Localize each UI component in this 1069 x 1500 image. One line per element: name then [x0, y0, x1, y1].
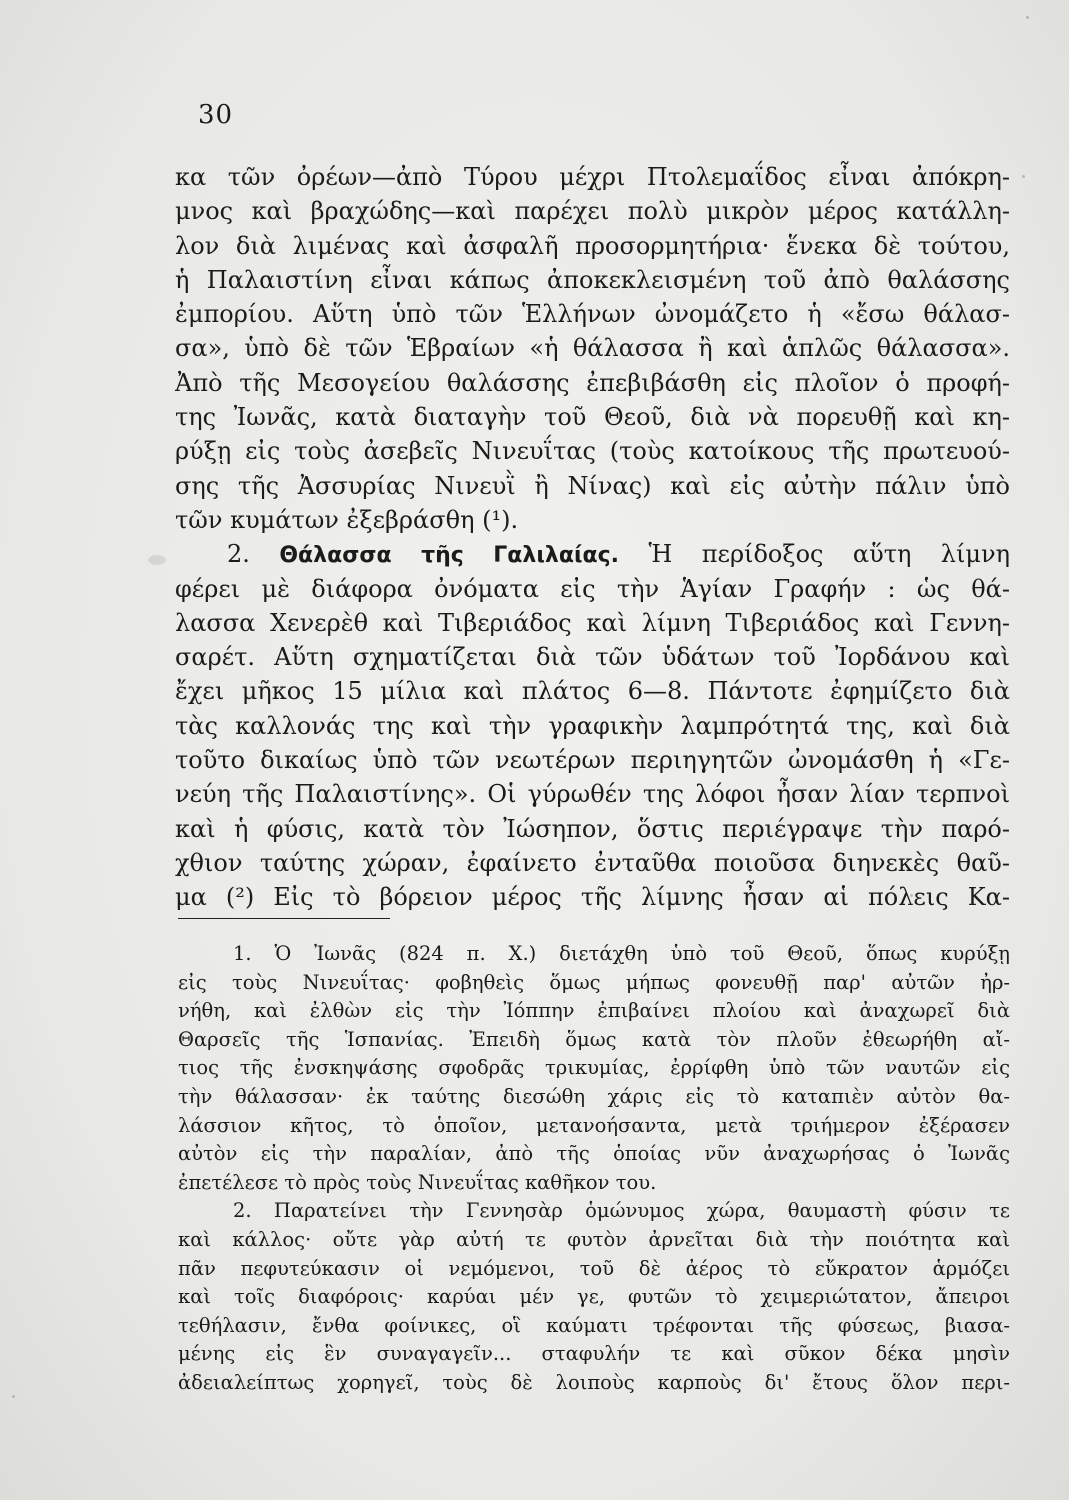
footnote-line: ἐπετέλεσε τὸ πρὸς τοὺς Νινευΐτας καθῆκον του.: [178, 1170, 657, 1194]
text-line: κα τῶν ὀρέων—ἀπὸ Τύρου μέχρι Πτολεμαΐδος εἶναι ἀπόκρη-: [175, 163, 1010, 191]
text-line: χθιον ταύτης χώραν, ἐφαίνετο ἐνταῦθα ποιοῦσα διηνεκὲς θαῦ-: [175, 848, 1010, 877]
footnote-line: Θαρσεῖς τῆς Ἱσπανίας. Ἐπειδὴ ὅμως κατὰ τὸν πλοῦν ἐθεωρήθη αἴ-: [178, 1027, 1010, 1051]
section-number: 2.: [227, 540, 250, 569]
footnote-line: τιος τῆς ἐνσκηψάσης σφοδρᾶς τρικυμίας, ἐρρίφθη ὑπὸ τῶν ναυτῶν εἰς: [178, 1056, 1010, 1080]
footnotes: [178, 940, 1010, 1398]
text-line: τὰς καλλονάς της καὶ τὴν γραφικὴν λαμπρότητά της, καὶ διὰ: [175, 711, 1010, 740]
footnote-line: λάσσιον κῆτος, τὸ ὁποῖον, μετανοήσαντα, μετὰ τριήμερον ἐξέρασεν: [178, 1113, 1010, 1137]
text-line: μα (²) Εἰς τὸ βόρειον μέρος τῆς λίμνης ἦσαν αἱ πόλεις Κα-: [175, 883, 1010, 912]
paper-speck: [148, 555, 166, 565]
paper-speck: [1022, 175, 1025, 178]
footnote-line: πᾶν πεφυτεύκασιν οἱ νεμόμενοι, τοῦ δὲ ἀέρος τὸ εὔκρατον ἁρμόζει: [178, 1256, 1010, 1280]
footnote-line: τὴν θάλασσαν· ἐκ ταύτης διεσώθη χάρις εἰς τὸ καταπιὲν αὐτὸν θα-: [178, 1084, 1010, 1108]
text-line: λασσα Χενερὲθ καὶ Τιβεριάδος καὶ λίμνη Τιβεριάδος καὶ Γεννη-: [175, 608, 1010, 637]
paper-speck: [910, 894, 913, 897]
footnote-line: εἰς τοὺς Νινευΐτας· φοβηθεὶς ὅμως μήπως φονευθῇ παρ' αὐτῶν ἠρ-: [178, 970, 1010, 994]
page-number: 30: [198, 100, 234, 130]
text-line: σα», ὑπὸ δὲ τῶν Ἑβραίων «ἡ θάλασσα ἢ καὶ ἁπλῶς θάλασσα».: [175, 334, 1010, 363]
footnote-line: αὐτὸν εἰς τὴν παραλίαν, ἀπὸ τῆς ὁποίας νῦν ἀναχωρήσας ὁ Ἰωνᾶς: [178, 1142, 1010, 1166]
text-line: ἡ Παλαιστίνη εἶναι κάπως ἀποκεκλεισμένη τοῦ ἀπὸ θαλάσσης: [175, 265, 1010, 294]
footnote-line: καὶ κάλλος· οὔτε γὰρ αὐτή τε φυτὸν ἀρνεῖται διὰ τὴν ποιότητα καὶ: [178, 1227, 1010, 1251]
footnote-line: καὶ τοῖς διαφόροις· καρύαι μέν γε, φυτῶν τὸ χειμεριώτατον, ἄπειροι: [178, 1285, 1010, 1309]
text-line: φέρει μὲ διάφορα ὀνόματα εἰς τὴν Ἁγίαν Γραφήν : ὡς θά-: [175, 574, 1010, 603]
text-line: Ἀπὸ τῆς Μεσογείου θαλάσσης ἐπεβιβάσθη εἰς πλοῖον ὁ προφή-: [175, 368, 1010, 397]
footnote-line: μένης εἰς ἓν συναγαγεῖν... σταφυλήν τε καὶ σῦκον δέκα μησὶν: [178, 1342, 1010, 1366]
text-line: νεύη τῆς Παλαιστίνης». Οἱ γύρωθέν της λόφοι ἦσαν λίαν τερπνοὶ: [175, 780, 1010, 809]
section-heading-line: [175, 537, 1010, 571]
text-line: λον διὰ λιμένας καὶ ἀσφαλῆ προσορμητήρια· ἕνεκα δὲ τούτου,: [175, 231, 1010, 260]
text-line: καὶ ἡ φύσις, κατὰ τὸν Ἰώσηπον, ὅστις περιέγραψε τὴν παρό-: [175, 814, 1010, 843]
section-title: Θάλασσα τῆς Γαλιλαίας.: [279, 543, 620, 569]
text-line: ρύξῃ εἰς τοὺς ἀσεβεῖς Νινευΐτας (τοὺς κατοίκους τῆς πρωτευού-: [175, 437, 1010, 466]
text-line: σαρέτ. Αὕτη σχηματίζεται διὰ τῶν ὑδάτων τοῦ Ἰορδάνου καὶ: [175, 643, 1010, 672]
text-line: ἐμπορίου. Αὕτη ὑπὸ τῶν Ἑλλήνων ὠνομάζετο ἡ «ἔσω θάλασ-: [175, 300, 1010, 329]
paper-speck: [1026, 16, 1029, 19]
text-line: μνος καὶ βραχώδης—καὶ παρέχει πολὺ μικρὸν μέρος κατάλλη-: [175, 197, 1010, 226]
text-line: τῶν κυμάτων ἐξεβράσθη (¹).: [175, 505, 519, 534]
text-line: ἔχει μῆκος 15 μίλια καὶ πλάτος 6—8. Πάντοτε ἐφημίζετο διὰ: [175, 677, 1010, 706]
footnote-line: 2. Παρατείνει τὴν Γεννησὰρ ὁμώνυμος χώρα, θαυμαστὴ φύσιν τε: [233, 1199, 1010, 1223]
paper-speck: [12, 1395, 15, 1398]
main-text: [175, 160, 1010, 915]
footnote-divider: [178, 918, 390, 919]
footnote-line: νήθη, καὶ ἐλθὼν εἰς τὴν Ἰόππην ἐπιβαίνει πλοίου καὶ ἀναχωρεῖ διὰ: [178, 999, 1010, 1023]
text-line: της Ἰωνᾶς, κατὰ διαταγὴν τοῦ Θεοῦ, διὰ νὰ πορευθῇ καὶ κη-: [175, 403, 1010, 432]
text-line: σης τῆς Ἀσσυρίας Νινευῒ ἢ Νίνας) καὶ εἰς αὐτὴν πάλιν ὑπὸ: [175, 471, 1010, 500]
footnote-line: ἀδειαλείπτως χορηγεῖ, τοὺς δὲ λοιποὺς καρποὺς δι' ἔτους ὅλον περι-: [178, 1370, 1010, 1394]
text-line: τοῦτο δικαίως ὑπὸ τῶν νεωτέρων περιηγητῶν ὠνομάσθη ἡ «Γε-: [175, 746, 1010, 775]
section-text: Ἡ περίδοξος αὕτη λίμνη: [648, 540, 1010, 569]
footnote-line: 1. Ὁ Ἰωνᾶς (824 π. Χ.) διετάχθη ὑπὸ τοῦ Θεοῦ, ὅπως κυρύξῃ: [233, 942, 1010, 965]
footnote-line: τεθήλασιν, ἔνθα φοίνικες, οἳ καύματι τρέφονται τῆς φύσεως, βιασα-: [178, 1313, 1010, 1337]
